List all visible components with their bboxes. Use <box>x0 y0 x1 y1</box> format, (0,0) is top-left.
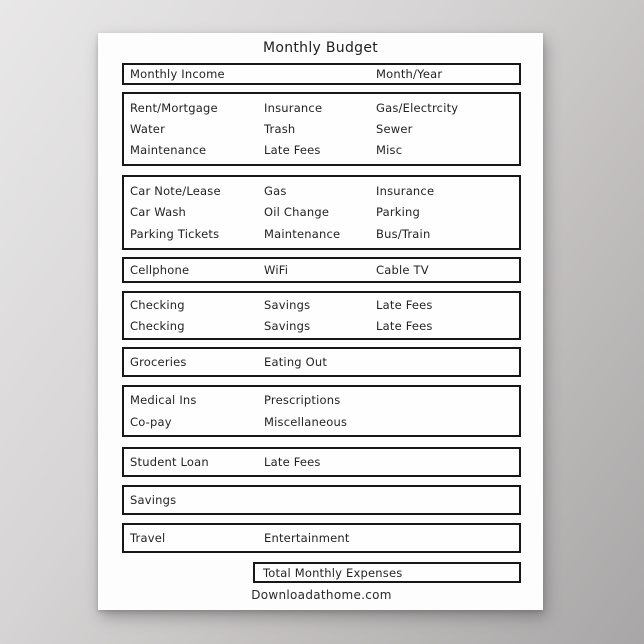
page-title: Monthly Budget <box>262 40 379 56</box>
field-label: Eating Out <box>264 355 328 369</box>
field-label: Co-pay <box>130 415 172 429</box>
field-label: Savings <box>130 493 177 507</box>
field-label: Misc <box>376 143 403 158</box>
field-label: Gas <box>264 183 287 198</box>
field-label: Savings <box>264 318 311 333</box>
field-label: Trash <box>264 121 296 136</box>
section-income <box>122 63 521 85</box>
field-label: Sewer <box>376 121 413 136</box>
field-label: Late Fees <box>376 318 433 333</box>
car-row <box>124 205 519 219</box>
field-label: Groceries <box>130 355 187 369</box>
car-row <box>124 184 519 198</box>
field-label: Insurance <box>376 183 435 198</box>
loan-row <box>124 455 519 469</box>
field-label: Checking <box>130 298 185 313</box>
field-label: Insurance <box>264 100 323 115</box>
field-label: Late Fees <box>264 455 321 469</box>
budget-poster-page <box>98 33 543 610</box>
home-row <box>124 101 519 115</box>
section-food <box>122 347 521 377</box>
bank-row <box>124 319 519 333</box>
medical-row <box>124 415 519 429</box>
field-label: Entertainment <box>264 531 350 545</box>
field-label: Medical Ins <box>130 393 197 407</box>
income-row <box>124 67 519 81</box>
field-label: Student Loan <box>130 455 209 469</box>
field-label: Cable TV <box>376 263 429 277</box>
field-label: Month/Year <box>376 67 443 81</box>
field-label: Maintenance <box>264 227 341 242</box>
section-bank-accounts <box>122 291 521 340</box>
leisure-row <box>124 531 519 545</box>
section-travel-entertainment <box>122 523 521 553</box>
field-label: Bus/Train <box>376 227 431 242</box>
field-label: Car Wash <box>130 205 187 220</box>
field-label: WiFi <box>264 263 289 277</box>
medical-row <box>124 393 519 407</box>
field-label: Late Fees <box>376 298 433 313</box>
field-label: Rent/Mortgage <box>130 100 218 115</box>
section-home-expenses <box>122 92 521 166</box>
field-label: Checking <box>130 318 185 333</box>
field-label: Parking <box>376 205 421 220</box>
section-savings <box>122 485 521 515</box>
savings-row <box>124 493 519 507</box>
section-student-loan <box>122 447 521 477</box>
field-label: Car Note/Lease <box>130 183 221 198</box>
home-row <box>124 143 519 157</box>
field-label: Oil Change <box>264 205 330 220</box>
food-row <box>124 355 519 369</box>
utilities-row <box>124 263 519 277</box>
total-expenses-label: Total Monthly Expenses <box>263 565 403 580</box>
website-footer: Downloadathome.com <box>251 588 392 602</box>
field-label: Late Fees <box>264 143 321 158</box>
home-row <box>124 122 519 136</box>
field-label: Savings <box>264 298 311 313</box>
field-label: Prescriptions <box>264 393 341 407</box>
bank-row <box>124 298 519 312</box>
worksheet-content <box>122 63 521 602</box>
field-label: Parking Tickets <box>130 227 220 242</box>
section-car-expenses <box>122 175 521 250</box>
total-expenses-box <box>253 562 521 583</box>
field-label: Gas/Electrcity <box>376 100 459 115</box>
car-row <box>124 227 519 241</box>
field-label: Cellphone <box>130 263 190 277</box>
field-label: Travel <box>130 531 166 545</box>
section-phone-internet-tv <box>122 257 521 283</box>
field-label: Water <box>130 121 165 136</box>
field-label: Maintenance <box>130 143 207 158</box>
field-label: Miscellaneous <box>264 415 348 429</box>
field-label: Monthly Income <box>130 67 225 81</box>
section-medical <box>122 385 521 437</box>
